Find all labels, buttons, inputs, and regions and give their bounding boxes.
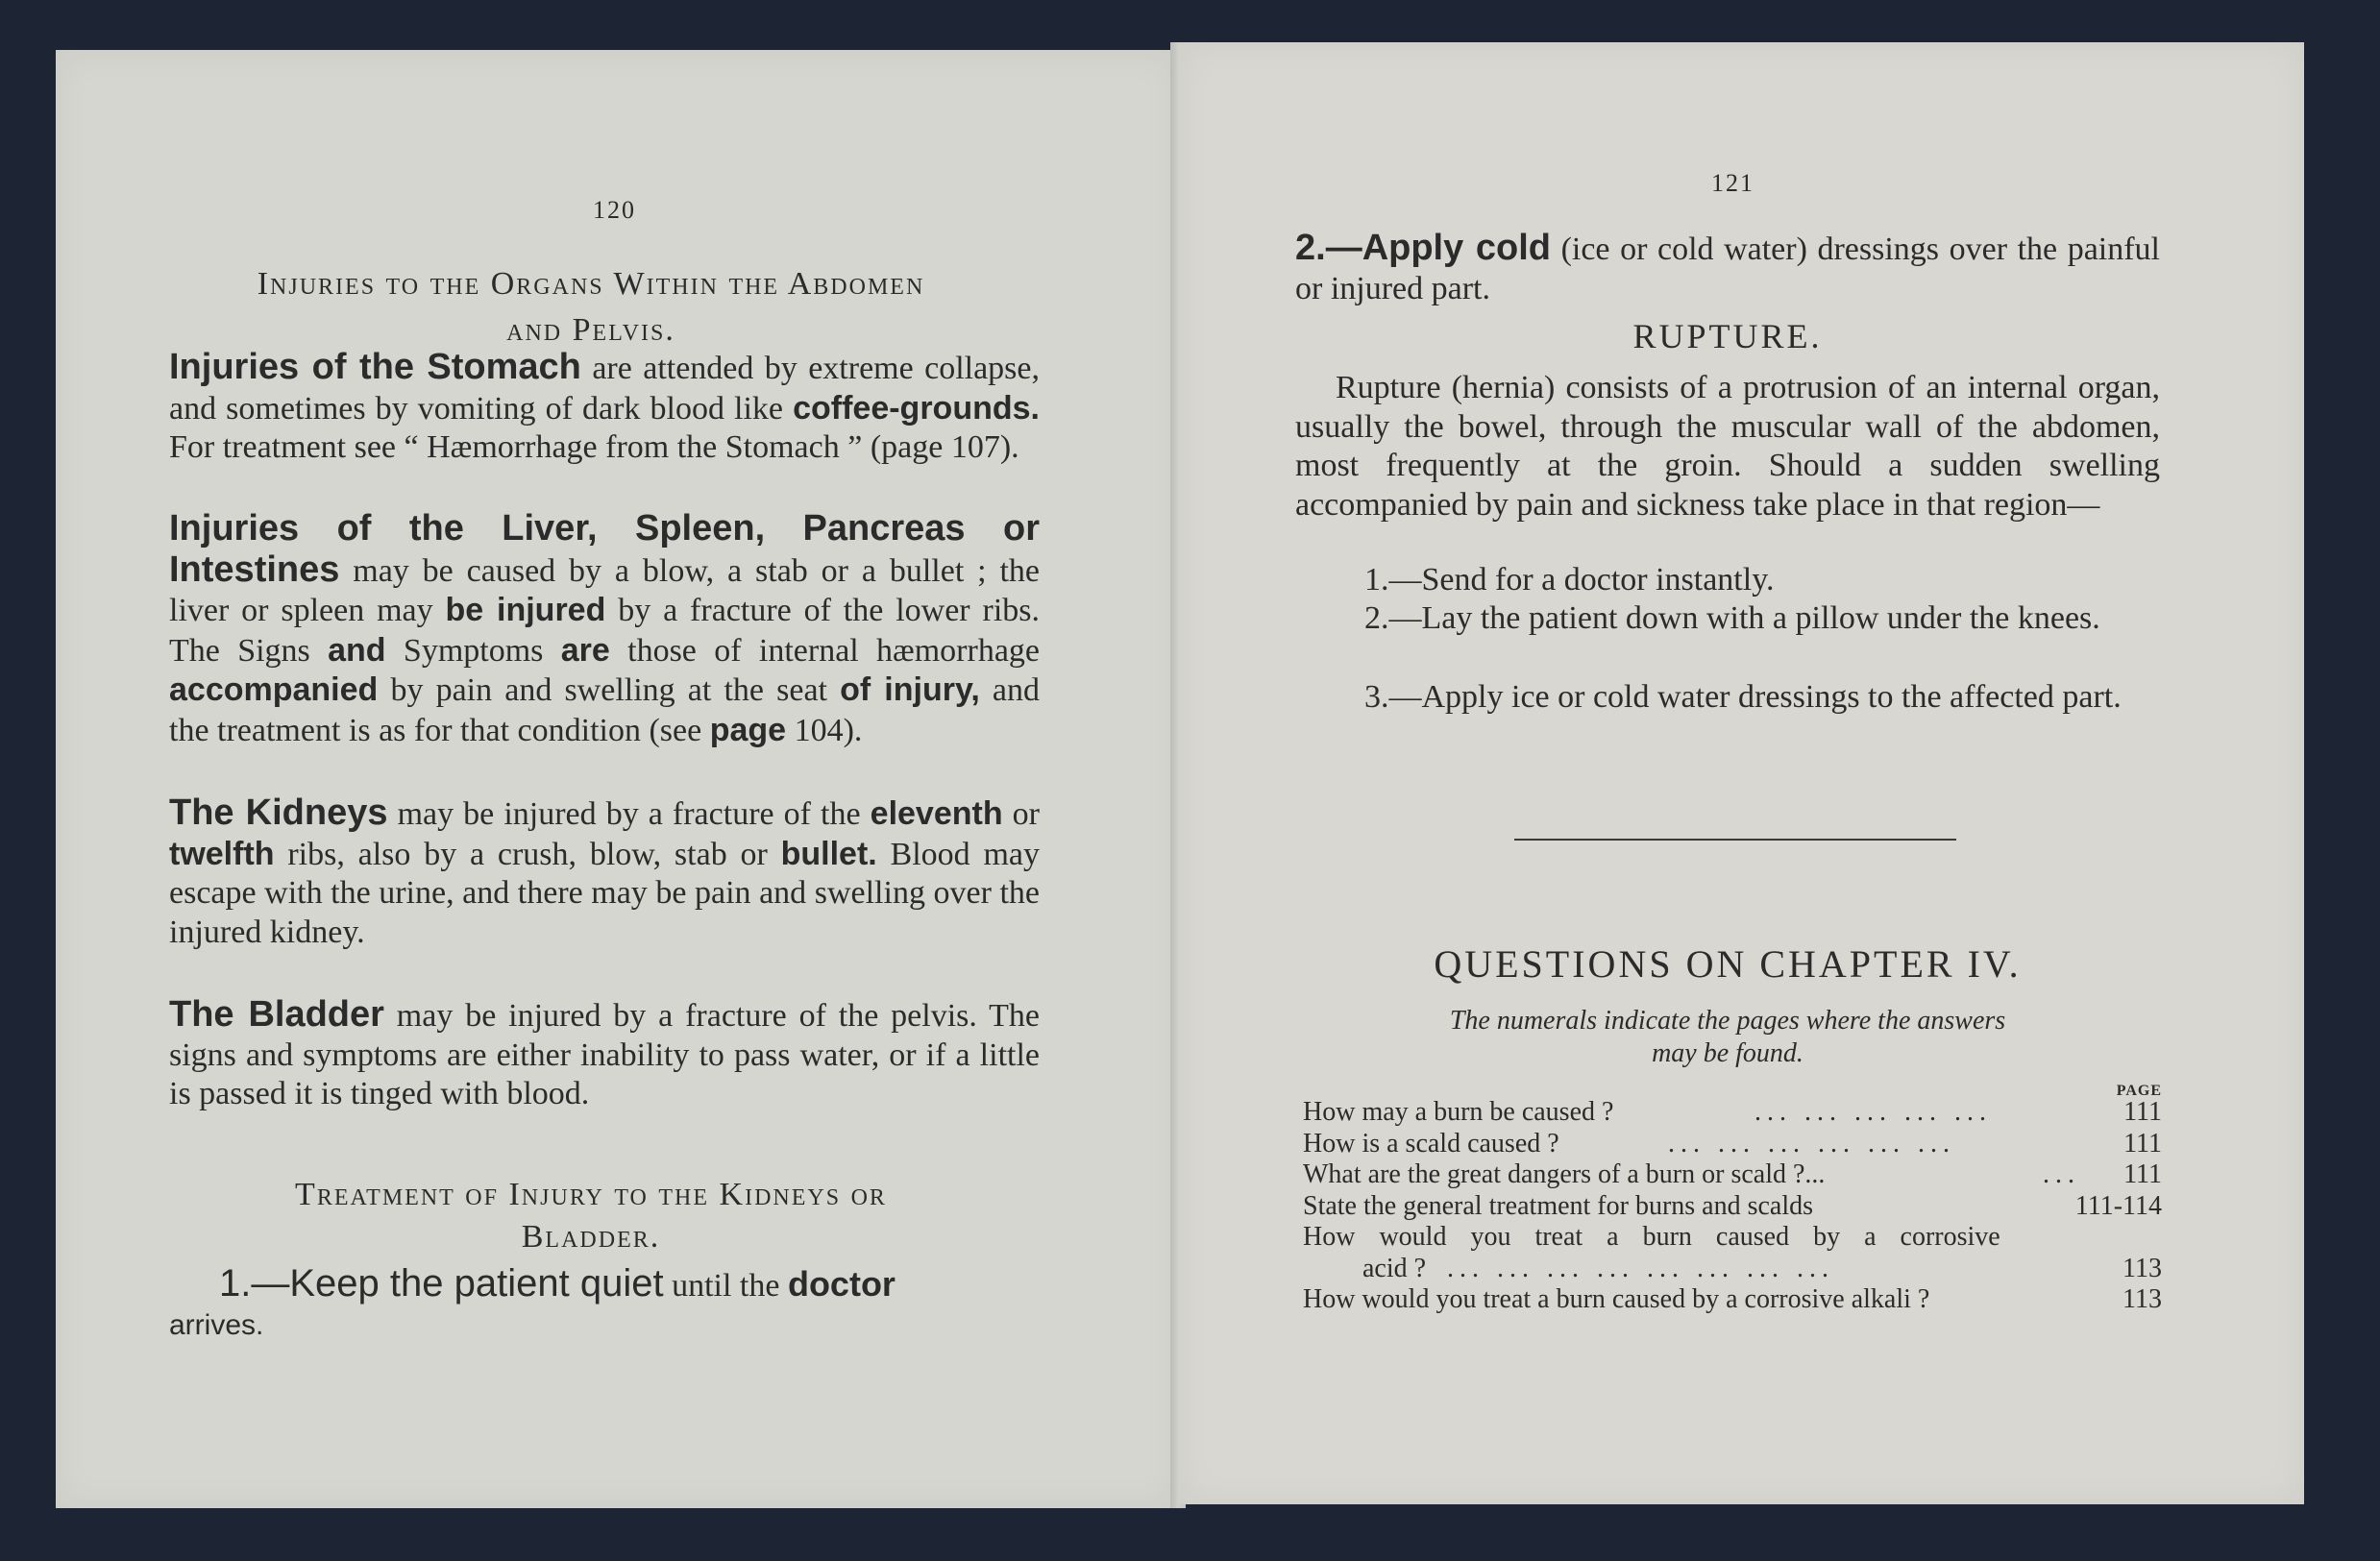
liver-text-7: 104). [786,712,863,748]
stomach-text-2: For treatment see “ Hæmorrhage from the Stomach ” (page 107). [169,429,1019,465]
rupture-heading: RUPTURE. [1632,317,1823,355]
question-row [1303,1097,2162,1129]
liver-bold-2: and [328,631,386,669]
step-2-text: (ice or cold water) dressings over the painful or injured part. [1295,232,2161,306]
question-text: How is a scald caused ? [1303,1128,1559,1159]
liver-text-3: Symptoms [385,632,561,669]
rupture-step-1-text: —Send for a doctor instantly. [1388,562,1775,598]
question-page: 113 [2122,1253,2162,1283]
liver-bold-6: page [709,711,787,748]
kidneys-text-2: or [1002,796,1040,832]
treatment-heading-line1: Treatment of Injury to the Kidneys or [295,1177,887,1212]
step-1 [219,1264,1045,1306]
question-text: How would you treat a burn caused by a corrosive alkali ? [1303,1284,1930,1314]
questions-note-line2: may be found. [1652,1038,1803,1068]
treatment-heading [144,1174,1038,1258]
liver-text-5: by pain and swelling at the seat [378,672,841,708]
question-text: What are the great dangers of a burn or scald ?... [1303,1159,1826,1189]
kidneys-text-1: may be injured by a fracture of the [387,796,871,832]
rupture-step-3-num: 3. [1364,679,1389,715]
question-row [1303,1254,2162,1285]
stomach-text-1: are attended by extreme collapse, and sometimes by vomiting of dark blood like [169,351,1040,427]
rupture-step-3 [1364,678,2162,718]
question-text: State the general treatment for burns and scalds [1303,1190,1814,1221]
stomach-lead: Injuries of the Stomach [169,347,581,387]
question-row [1303,1159,2162,1191]
bladder-lead: The Bladder [169,994,384,1035]
page-column-label: PAGE [2116,1083,2162,1099]
question-row [1303,1129,2162,1160]
question-text: How may a burn be caused ? [1303,1097,1614,1127]
question-row [1303,1222,2162,1254]
rupture-step-2-num: 2. [1364,600,1389,636]
step-1-lead: 1.—Keep the patient quiet [219,1262,664,1305]
liver-bold-4: accompanied [169,671,379,708]
question-page: 113 [2122,1284,2162,1314]
liver-bold-5: of injury, [840,671,980,708]
step-1-text: until the [663,1268,788,1304]
stomach-bold-1: coffee-grounds. [793,389,1040,427]
section-divider [1514,839,1956,841]
treatment-heading-line2: Bladder. [521,1219,661,1255]
rupture-step-2 [1364,599,2162,639]
question-page: 111 [2123,1097,2162,1127]
question-text: How would you treat a burn caused by a corrosive [1303,1222,2000,1252]
section-heading-line1: Injuries to the Organs Within the Abdomen [257,266,925,302]
kidneys-bold-1: eleventh [870,795,1003,832]
step-2 [1295,229,2160,308]
left-page-number: 120 [593,196,636,224]
kidneys-bold-3: bullet. [780,835,877,872]
step-1-bold: doctor [787,1264,896,1304]
section-heading-line2: and Pelvis. [506,312,675,348]
question-page: 111 [2123,1159,2162,1189]
question-row [1303,1284,2162,1316]
rupture-step-3-text: —Apply ice or cold water dressings to the affected part. [1388,679,2122,715]
rupture-step-2-text: —Lay the patient down with a pillow under the knees. [1388,600,2100,636]
questions-table [1303,1083,2162,1316]
liver-text-2: by a fracture of the lower ribs. The Signs [169,593,1040,669]
liver-text-4: those of internal hæmorrhage [609,632,1041,669]
right-page-number: 121 [1711,169,1754,197]
kidneys-text-3: ribs, also by a crush, blow, stab or [274,836,781,872]
leader-dots: ... ... ... ... ... ... [1668,1128,1955,1159]
kidneys-bold-2: twelfth [169,835,275,872]
stomach-paragraph [169,348,1040,468]
bladder-text-1: may be injured by a fracture of the pelvis. The signs and symptoms are either inability to pass water, or if a little is passed it is tinged with blood. [169,998,1040,1111]
step-2-lead: 2.—Apply cold [1295,228,1551,268]
rupture-step-1 [1364,561,2162,600]
leader-dots: ... [2043,1159,2080,1189]
questions-note-line1: The numerals indicate the pages where the answers [1449,1006,2006,1036]
liver-paragraph [169,509,1040,750]
kidneys-text-4: Blood may escape with the urine, and there may be pain and swelling over the injured kidney. [169,836,1040,950]
liver-text-6: and the treatment is as for that condition (see [169,672,1041,748]
bladder-paragraph [169,995,1040,1114]
question-page: 111 [2123,1128,2162,1159]
liver-bold-3: are [560,631,610,669]
questions-note [1295,1005,2160,1070]
kidneys-lead: The Kidneys [169,793,388,833]
section-heading [144,261,1038,354]
questions-title: QUESTIONS ON CHAPTER IV. [1434,942,2022,986]
question-page: 111-114 [2074,1190,2162,1221]
step-1-end: arrives. [169,1309,264,1341]
question-row [1303,1191,2162,1223]
kidneys-paragraph [169,793,1040,952]
leader-dots: ... ... ... ... ... [1754,1097,1992,1127]
leader-dots: ... ... ... ... ... ... ... ... [1447,1253,1834,1283]
liver-lead: Injuries of the Liver, Spleen, Pancreas or Intestines [169,508,1040,590]
rupture-paragraph: Rupture (hernia) consists of a protrusion of an internal organ, usually the bowel, through the muscular wall of the abdomen, most frequently at the groin. Should a sudden swelling accompanied by pain and sickness take place in that region— [1295,370,2160,523]
rupture-step-1-num: 1. [1364,562,1389,598]
question-text: acid ? [1362,1253,1427,1283]
liver-text-1: may be caused by a blow, a stab or a bullet ; the liver or spleen may [169,552,1040,628]
liver-bold-1: be injured [445,592,606,628]
